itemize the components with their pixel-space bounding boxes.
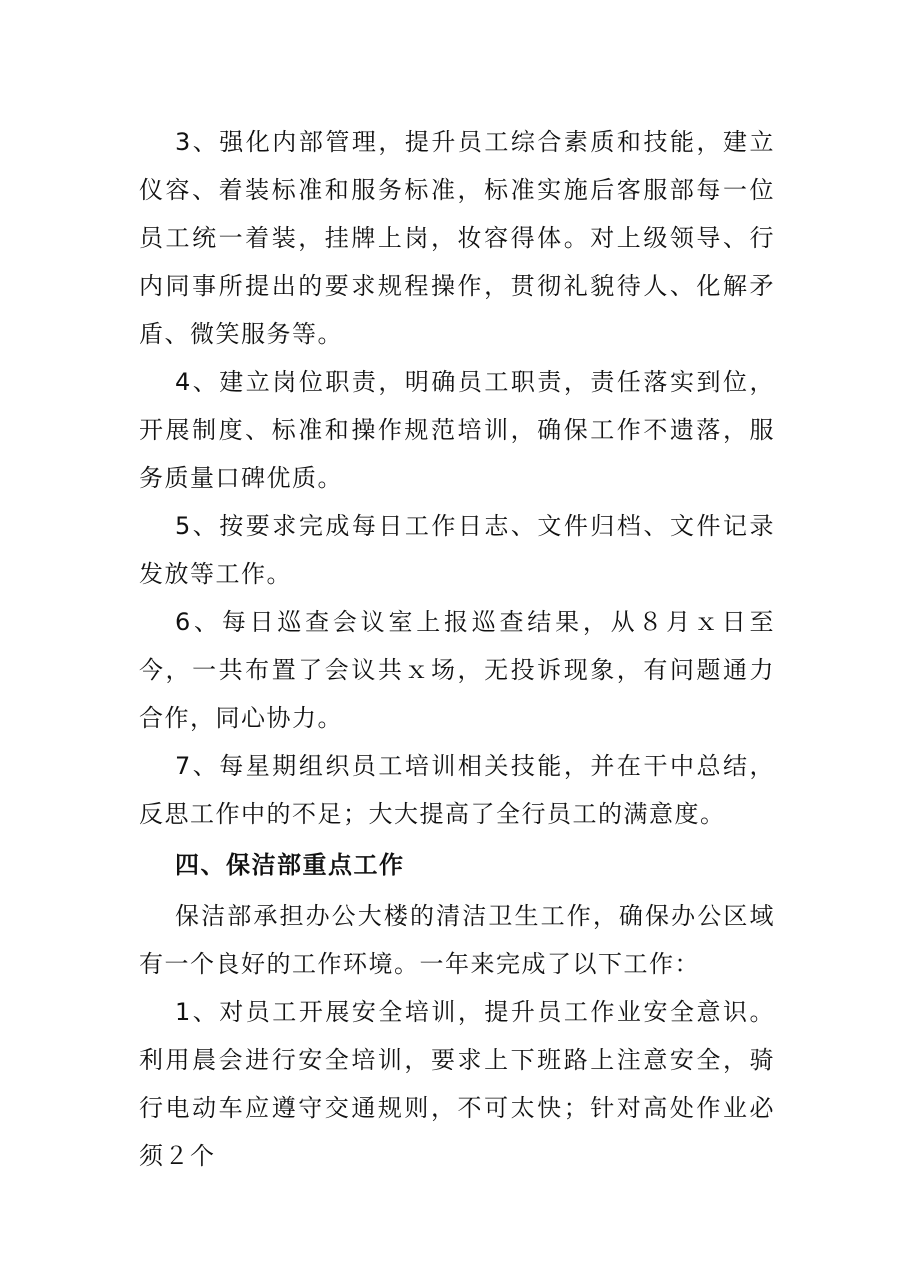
section-heading-cleaning-department: 四、保洁部重点工作 xyxy=(175,851,405,879)
paragraph-3-internal-management: 3、强化内部管理，提升员工综合素质和技能，建立仪容、着装标准和服务标准，标准实施后客服部每一位员工统一着装，挂牌上岗，妆容得体。对上级领导、行内同事所提出的要求规程操作，贯彻礼貌待人、化解矛盾、微笑服务等。 xyxy=(139,128,775,348)
paragraph-1-safety-training: 1、对员工开展安全培训，提升员工作业安全意识。利用晨会进行安全培训，要求上下班路上注意安全，骑行电动车应遵守交通规则，不可太快；针对高处作业必须２个 xyxy=(139,998,775,1170)
paragraph-cleaning-intro: 保洁部承担办公大楼的清洁卫生工作，确保办公区域有一个良好的工作环境。一年来完成了以下工作： xyxy=(139,902,775,978)
paragraph-6-meeting-room-inspection: 6、每日巡查会议室上报巡查结果，从８月ｘ日至今，一共布置了会议共ｘ场，无投诉现象，有问题通力合作，同心协力。 xyxy=(139,608,775,732)
paragraph-4-job-responsibilities: 4、建立岗位职责，明确员工职责，责任落实到位，开展制度、标准和操作规范培训，确保工作不遗落，服务质量口碑优质。 xyxy=(139,368,775,492)
paragraph-7-weekly-training: 7、每星期组织员工培训相关技能，并在干中总结，反思工作中的不足；大大提高了全行员工的满意度。 xyxy=(139,752,775,828)
document-body xyxy=(139,118,775,1180)
paragraph-5-daily-logs: 5、按要求完成每日工作日志、文件归档、文件记录发放等工作。 xyxy=(139,512,775,588)
